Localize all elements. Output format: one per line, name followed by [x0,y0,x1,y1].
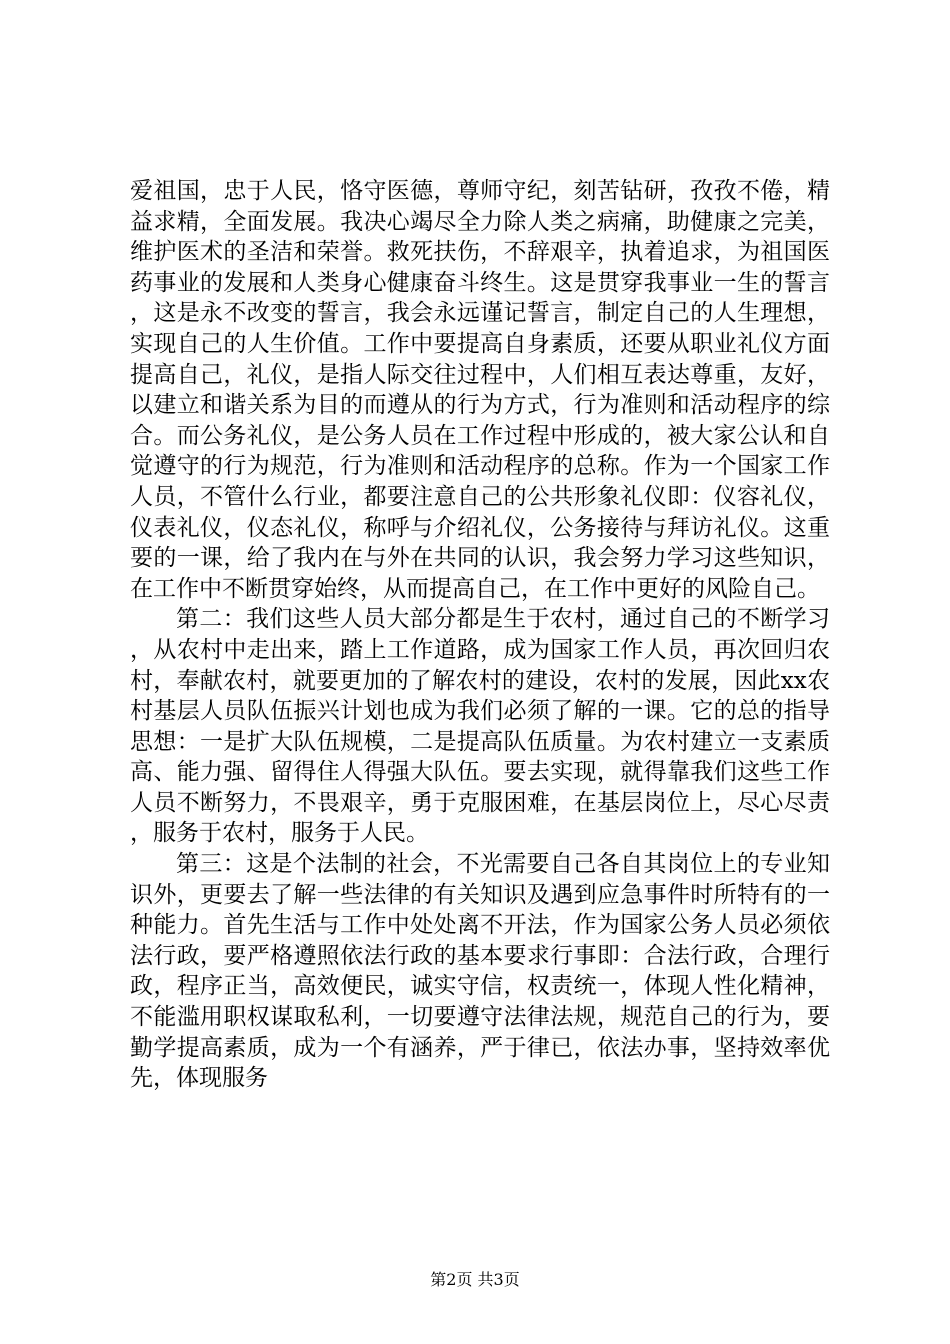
paragraph-second-rural: 第二：我们这些人员大部分都是生于农村，通过自己的不断学习，从农村中走出来，踏上工作道路，成为国家工作人员，再次回归农村，奉献农村，就要更加的了解农村的建设，农村的发展，因此xx农村基层人员队伍振兴计划也成为我们必须了解的一课。它的总的指导思想：一是扩大队伍规模，二是提高队伍质量。为农村建立一支素质高、能力强、留得住人得强大队伍。要去实现，就得靠我们这些工作人员不断努力，不畏艰辛，勇于克服困难，在基层岗位上，尽心尽责，服务于农村，服务于人民。 [130,606,830,847]
document-body [130,176,830,1094]
page-footer [0,1270,950,1290]
paragraph-third-law: 第三：这是个法制的社会，不光需要自己各自其岗位上的专业知识外，更要去了解一些法律的有关知识及遇到应急事件时所特有的一种能力。首先生活与工作中处处离不开法，作为国家公务人员必须依法行政，要严格遵照依法行政的基本要求行事即：合法行政，合理行政，程序正当，高效便民，诚实守信，权责统一，体现人性化精神，不能滥用职权谋取私利，一切要遵守法律法规，规范自己的行为，要勤学提高素质，成为一个有涵养，严于律已，依法办事，坚持效率优先，体现服务 [130,851,830,1092]
page-number-label: 第2页 共3页 [430,1270,520,1289]
paragraph-oath-and-etiquette: 爱祖国，忠于人民，恪守医德，尊师守纪，刻苦钻研，孜孜不倦，精益求精，全面发展。我决心竭尽全力除人类之病痛，助健康之完美，维护医术的圣洁和荣誉。救死扶伤，不辞艰辛，执着追求，为祖国医药事业的发展和人类身心健康奋斗终生。这是贯穿我事业一生的誓言，这是永不改变的誓言，我会永远谨记誓言，制定自己的人生理想，实现自己的人生价值。工作中要提高自身素质，还要从职业礼仪方面提高自己，礼仪，是指人际交往过程中，人们相互表达尊重，友好，以建立和谐关系为目的而遵从的行为方式，行为准则和活动程序的综合。而公务礼仪，是公务人员在工作过程中形成的，被大家公认和自觉遵守的行为规范，行为准则和活动程序的总称。作为一个国家工作人员，不管什么行业，都要注意自己的公共形象礼仪即：仪容礼仪，仪表礼仪，仪态礼仪，称呼与介绍礼仪，公务接待与拜访礼仪。这重要的一课，给了我内在与外在共同的认识，我会努力学习这些知识，在工作中不断贯穿始终，从而提高自己，在工作中更好的风险自己。 [130,178,830,602]
